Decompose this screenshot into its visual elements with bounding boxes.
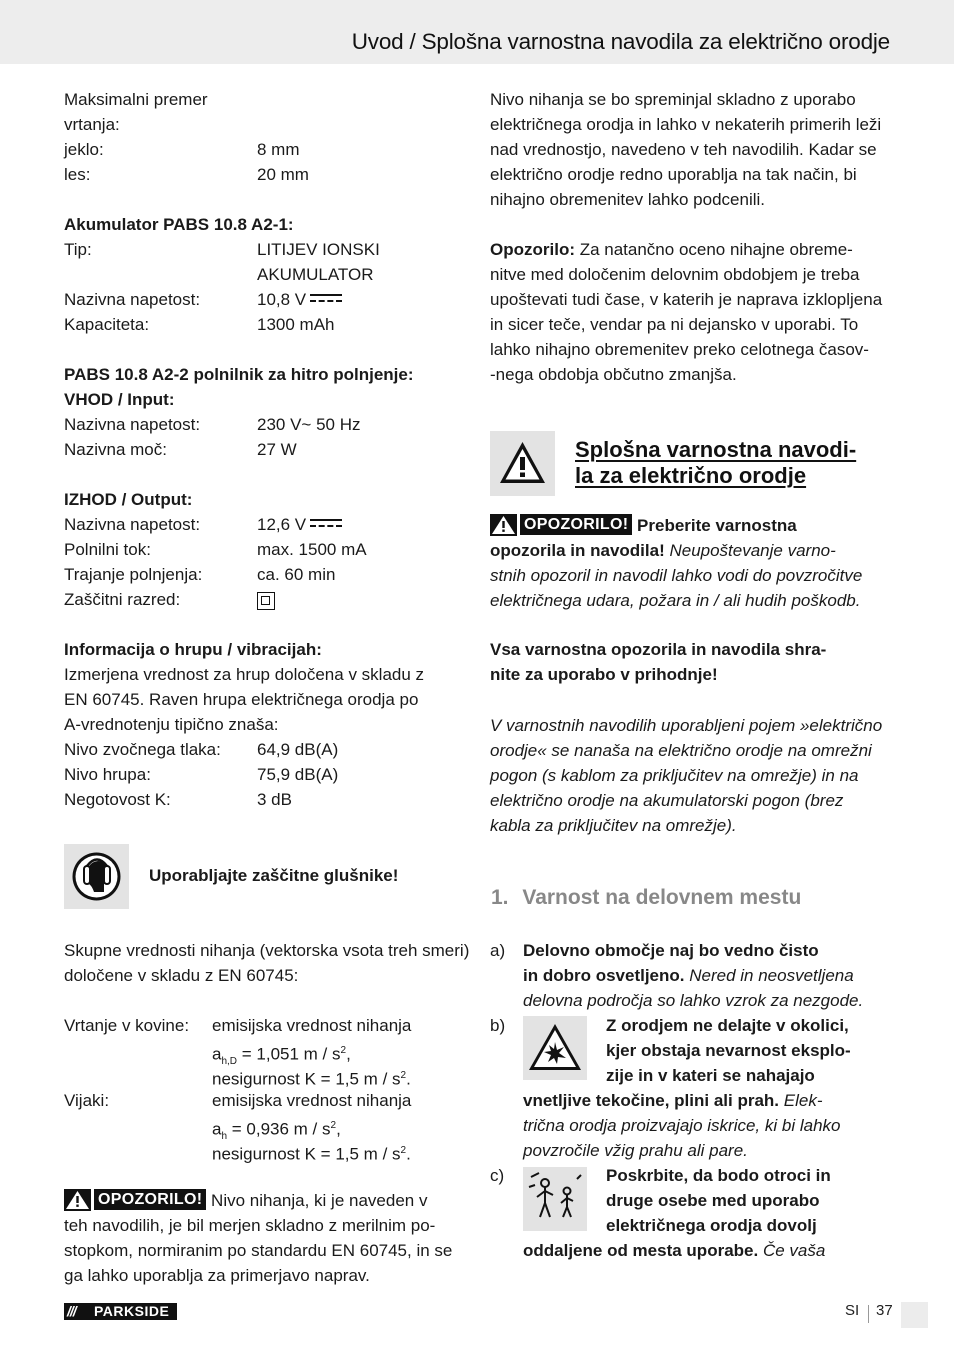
vibration-line: določene v skladu z EN 60745: [64,966,299,985]
definition [490,713,900,838]
warning-line: teh navodilih, je bil merjen skladno z merilnim po- [64,1216,436,1235]
screws-label: Vijaki: [64,1091,110,1110]
intro-line: nihajno obremenitev lahko podcenili. [490,190,766,209]
wood-value: 20 mm [257,165,309,184]
screw-uncertainty-exponent: 2 [400,1145,407,1156]
steel-label: jeklo: [64,140,104,159]
drill-comma: , [346,1044,351,1064]
type-value-1: LITIJEV IONSKI [257,240,380,259]
wood-label: les: [64,165,91,184]
vibration-line: Skupne vrednosti nihanja (vektorska vsota treh smeri) [64,941,470,960]
language-code: SI [845,1302,860,1319]
definition-line: električno orodje na akumulatorski pogon (brez [490,791,844,810]
battery-specs [64,212,464,337]
logo-brand: PARKSIDE [94,1303,170,1319]
sound-pressure-label: Nivo zvočnega tlaka: [64,740,221,759]
intro-line: Nivo nihanja se bo spreminjal skladno z uporabo [490,90,856,109]
safety-heading-line-1: Splošna varnostna navodi- [575,437,857,462]
explosion-hazard-icon [523,1016,587,1080]
safety-warning-bold-2: opozorila in navodila! [490,541,665,560]
input-power-value: 27 W [257,440,297,459]
ear-protection-icon [64,844,129,909]
charge-current-label: Polnilni tok: [64,540,151,559]
warning-label: OPOZORILO! [94,1189,206,1210]
definition-line: orodje« se nanaša na električno orodje na omrežni [490,741,872,760]
item-b-bold: zije in v kateri se nahajajo [606,1066,815,1085]
warning-badge [64,1189,206,1211]
input-voltage-value: 230 V~ 50 Hz [257,415,361,434]
charger-specs [64,362,474,612]
output-voltage-value: 12,6 V [257,515,307,534]
keep-line: Vsa varnostna opozorila in navodila shra- [490,640,827,659]
logo-slashes: /// [67,1303,76,1319]
warning-triangle-icon [490,514,517,536]
screw-a-symbol: a [212,1119,222,1139]
charge-current-value: max. 1500 mA [257,540,367,559]
vibration-warning [64,1188,474,1288]
drill-emission-label: emisijska vrednost nihanja [212,1016,412,1035]
item-c-bold: druge osebe med uporabo [606,1191,820,1210]
parkside-logo [64,1303,177,1320]
note-line: in sicer teče, vendar pa ni dejansko v uporabi. To [490,315,859,334]
screw-a-subscript: h [221,1131,228,1143]
battery-heading: Akumulator PABS 10.8 A2-1: [64,215,294,234]
intro-line: električnega orodja in lahko v nekaterih primerih leži [490,115,882,134]
drill-uncertainty: nesigurnost K = 1,5 m / s [212,1069,401,1089]
item-b-italic-line: trična orodja proizvajajo iskrice, ki bi lahko [523,1116,841,1135]
section-title: Varnost na delovnem mestu [522,886,802,909]
screw-vibration-value: = 0,936 m / s [227,1119,331,1139]
output-heading: IZHOD / Output: [64,490,193,509]
warning-badge [490,514,632,536]
drill-uncertainty-end: . [406,1069,411,1089]
item-a [523,938,903,1013]
item-c-italic: Če vaša [758,1241,826,1260]
sound-power-label: Nivo hrupa: [64,765,151,784]
sound-pressure-value: 64,9 dB(A) [257,740,339,759]
input-power-label: Nazivna moč: [64,440,167,459]
safety-warning-line: stnih opozoril in navodil lahko vodi do povzročitve [490,566,863,585]
protection-class-label: Zaščitni razred: [64,590,181,609]
noise-line: A-vrednotenju tipično znaša: [64,715,279,734]
note-bold: Opozorilo: [490,240,575,259]
safety-heading [575,437,856,489]
item-c-marker: c) [490,1166,505,1185]
note-first: Za natančno oceno nihajne obreme- [574,240,853,259]
definition-line: V varnostnih navodilih uporabljeni pojem »električno [490,716,883,735]
drill-exponent: 2 [340,1045,347,1056]
vibration-info [64,938,474,1163]
drill-vibration-value: = 1,051 m / s [237,1044,341,1064]
keep-instructions [490,637,900,687]
protection-class-2-icon [257,592,275,610]
safety-warning-italic: Neupoštevanje varno- [664,541,836,560]
item-c-bold-4: oddaljene od mesta uporabe. [523,1241,759,1260]
intro-line: električno orodje redno uporablja na tak način, bi [490,165,857,184]
warning-line: ga lahko uporablja za primerjavo naprav. [64,1266,370,1285]
noise-line: EN 60745. Raven hrupa električnega orodja po [64,690,419,709]
item-a-italic: Nered in neosvetljena [684,966,854,985]
charge-time-label: Trajanje polnjenja: [64,565,203,584]
item-b-body [523,1088,903,1163]
output-voltage-label: Nazivna napetost: [64,515,201,534]
item-c-heading [606,1163,906,1238]
section-heading [491,886,801,910]
capacity-label: Kapaciteta: [64,315,150,334]
note-line: nitve med določenim delovnim obdobjem je treba [490,265,860,284]
uncertainty-label: Negotovost K: [64,790,171,809]
charge-time-value: ca. 60 min [257,565,336,584]
steel-value: 8 mm [257,140,300,159]
screw-comma: , [336,1119,341,1139]
drill-metal-label: Vrtanje v kovine: [64,1016,190,1035]
item-a-marker: a) [490,941,506,960]
page-title: Uvod / Splošna varnostna navodila za električno orodje [351,29,890,54]
note-line: lahko nihajno obremenitev preko celotnega časov- [490,340,869,359]
safety-warning [490,513,900,613]
battery-voltage-label: Nazivna napetost: [64,290,201,309]
warning-line: stopkom, normiranim po standardu EN 60745, in se [64,1241,453,1260]
noise-heading: Informacija o hrupu / vibracijah: [64,640,322,659]
charger-heading: PABS 10.8 A2-2 polnilnik za hitro polnjenje: [64,365,414,384]
drill-label-1: Maksimalni premer [64,90,208,109]
safety-heading-line-2: la za električno orodje [575,463,807,488]
drill-uncertainty-exponent: 2 [400,1070,407,1081]
warning-triangle-icon [490,431,555,496]
keep-line: nite za uporabo v prihodnje! [490,665,718,684]
keep-children-away-icon [523,1167,587,1231]
item-b-heading [606,1013,906,1088]
uncertainty-value: 3 dB [257,790,292,809]
dc-symbol-icon [310,294,342,304]
item-c-bold: električnega orodja dovolj [606,1216,817,1235]
note-line: -nega obdobja občutno zmanjša. [490,365,737,384]
safety-warning-line: električnega udara, požara in / ali hudih poškodb. [490,591,861,610]
footer-divider [868,1305,869,1323]
capacity-value: 1300 mAh [257,315,335,334]
screw-emission-label: emisijska vrednost nihanja [212,1091,412,1110]
intro-line: nad vrednostjo, navedeno v teh navodilih. Kadar se [490,140,877,159]
item-a-bold-2: in dobro osvetljeno. [523,966,685,985]
page-number: 37 [876,1302,893,1319]
warning-triangle-icon [64,1189,91,1211]
drill-specs [64,87,464,187]
item-c-body [523,1238,903,1263]
item-b-bold-4: vnetljive tekočine, plini ali prah. [523,1091,780,1110]
drill-a-subscript: h,D [221,1056,238,1068]
item-b-italic-line: povzročile vžig prahu ali pare. [523,1141,748,1160]
item-b-italic: Elek- [779,1091,823,1110]
note-block [490,237,890,387]
item-b-bold: Z orodjem ne delajte v okolici, [606,1016,849,1035]
screw-uncertainty: nesigurnost K = 1,5 m / s [212,1144,401,1164]
warning-label: OPOZORILO! [520,514,632,535]
note-line: upoštevati tudi čase, v katerih je naprava izklopljena [490,290,883,309]
type-value-2: AKUMULATOR [257,265,374,284]
screw-exponent: 2 [330,1120,337,1131]
definition-line: pogon (s kablom za priključitev na omrežje) in na [490,766,859,785]
warning-text: Nivo nihanja, ki je naveden v [206,1191,428,1210]
item-a-bold: Delovno območje naj bo vedno čisto [523,941,819,960]
vibration-intro [490,87,890,212]
page-header [0,0,954,64]
drill-label-2: vrtanja: [64,115,120,134]
section-number: 1. [491,886,509,909]
item-b-bold: kjer obstaja nevarnost eksplo- [606,1041,851,1060]
input-heading: VHOD / Input: [64,390,175,409]
item-a-italic-2: delovna področja so lahko vzrok za nezgode. [523,991,864,1010]
item-c-bold: Poskrbite, da bodo otroci in [606,1166,831,1185]
type-label: Tip: [64,240,92,259]
noise-info [64,637,474,812]
battery-voltage-value: 10,8 V [257,290,307,309]
drill-a-symbol: a [212,1044,222,1064]
definition-line: kabla za priključitev na omrežje). [490,816,737,835]
safety-warning-bold: Preberite varnostna [632,516,797,535]
item-b-marker: b) [490,1016,506,1035]
sound-power-value: 75,9 dB(A) [257,765,339,784]
screw-uncertainty-end: . [406,1144,411,1164]
ear-protection-text: Uporabljajte zaščitne glušnike! [149,866,399,885]
noise-line: Izmerjena vrednost za hrup določena v skladu z [64,665,425,684]
input-voltage-label: Nazivna napetost: [64,415,201,434]
page-tab [901,1302,928,1328]
dc-symbol-icon [310,519,342,529]
